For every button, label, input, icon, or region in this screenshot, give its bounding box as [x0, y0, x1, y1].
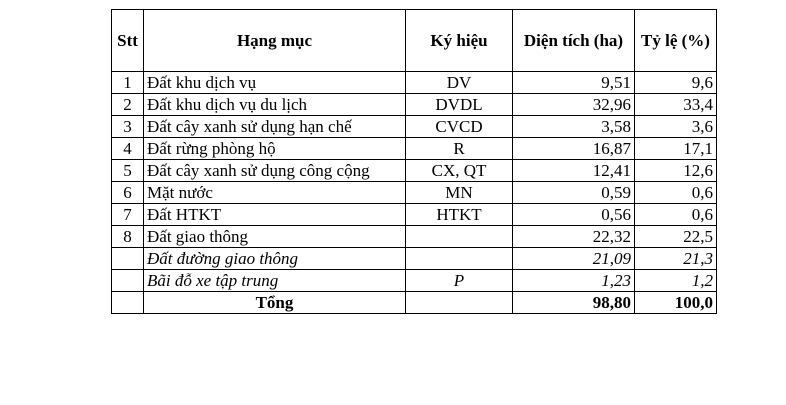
row-stt: 8 [112, 226, 144, 248]
land-use-table [111, 9, 717, 314]
row-ratio: 17,1 [635, 138, 717, 160]
subrow-symbol: P [406, 270, 513, 292]
row-symbol: R [406, 138, 513, 160]
table-subrow [112, 270, 717, 292]
header-name: Hạng mục [144, 10, 406, 72]
row-area: 16,87 [513, 138, 635, 160]
table-subrow [112, 248, 717, 270]
row-stt: 5 [112, 160, 144, 182]
subrow-stt [112, 270, 144, 292]
row-symbol: MN [406, 182, 513, 204]
row-name: Đất HTKT [144, 204, 406, 226]
subrow-area: 1,23 [513, 270, 635, 292]
row-ratio: 12,6 [635, 160, 717, 182]
subrow-symbol [406, 248, 513, 270]
total-label: Tổng [144, 292, 406, 314]
table-row [112, 160, 717, 182]
row-area: 0,59 [513, 182, 635, 204]
row-ratio: 0,6 [635, 204, 717, 226]
table-row [112, 116, 717, 138]
row-ratio: 22,5 [635, 226, 717, 248]
row-name: Đất khu dịch vụ [144, 72, 406, 94]
row-symbol: CVCD [406, 116, 513, 138]
table-row [112, 226, 717, 248]
header-ratio: Tỷ lệ (%) [635, 10, 717, 72]
total-area: 98,80 [513, 292, 635, 314]
row-name: Đất giao thông [144, 226, 406, 248]
row-symbol: CX, QT [406, 160, 513, 182]
table-row [112, 138, 717, 160]
row-symbol: DV [406, 72, 513, 94]
table-row [112, 94, 717, 116]
row-stt: 3 [112, 116, 144, 138]
row-symbol [406, 226, 513, 248]
row-ratio: 3,6 [635, 116, 717, 138]
table-total-row [112, 292, 717, 314]
subrow-name: Bãi đỗ xe tập trung [144, 270, 406, 292]
row-name: Mặt nước [144, 182, 406, 204]
subrow-stt [112, 248, 144, 270]
row-stt: 2 [112, 94, 144, 116]
row-name: Đất cây xanh sử dụng hạn chế [144, 116, 406, 138]
row-stt: 1 [112, 72, 144, 94]
row-area: 9,51 [513, 72, 635, 94]
row-stt: 7 [112, 204, 144, 226]
row-stt: 6 [112, 182, 144, 204]
row-name: Đất rừng phòng hộ [144, 138, 406, 160]
total-symbol [406, 292, 513, 314]
row-name: Đất khu dịch vụ du lịch [144, 94, 406, 116]
row-ratio: 9,6 [635, 72, 717, 94]
row-area: 0,56 [513, 204, 635, 226]
header-area: Diện tích (ha) [513, 10, 635, 72]
subrow-ratio: 21,3 [635, 248, 717, 270]
subrow-ratio: 1,2 [635, 270, 717, 292]
table-row [112, 204, 717, 226]
row-area: 3,58 [513, 116, 635, 138]
subrow-name: Đất đường giao thông [144, 248, 406, 270]
row-area: 32,96 [513, 94, 635, 116]
header-stt: Stt [112, 10, 144, 72]
row-ratio: 33,4 [635, 94, 717, 116]
header-symbol: Ký hiệu [406, 10, 513, 72]
row-name: Đất cây xanh sử dụng công cộng [144, 160, 406, 182]
row-symbol: DVDL [406, 94, 513, 116]
table-row [112, 72, 717, 94]
total-ratio: 100,0 [635, 292, 717, 314]
row-symbol: HTKT [406, 204, 513, 226]
subrow-area: 21,09 [513, 248, 635, 270]
table-header-row [112, 10, 717, 72]
row-area: 12,41 [513, 160, 635, 182]
total-stt [112, 292, 144, 314]
table-row [112, 182, 717, 204]
row-ratio: 0,6 [635, 182, 717, 204]
row-stt: 4 [112, 138, 144, 160]
row-area: 22,32 [513, 226, 635, 248]
